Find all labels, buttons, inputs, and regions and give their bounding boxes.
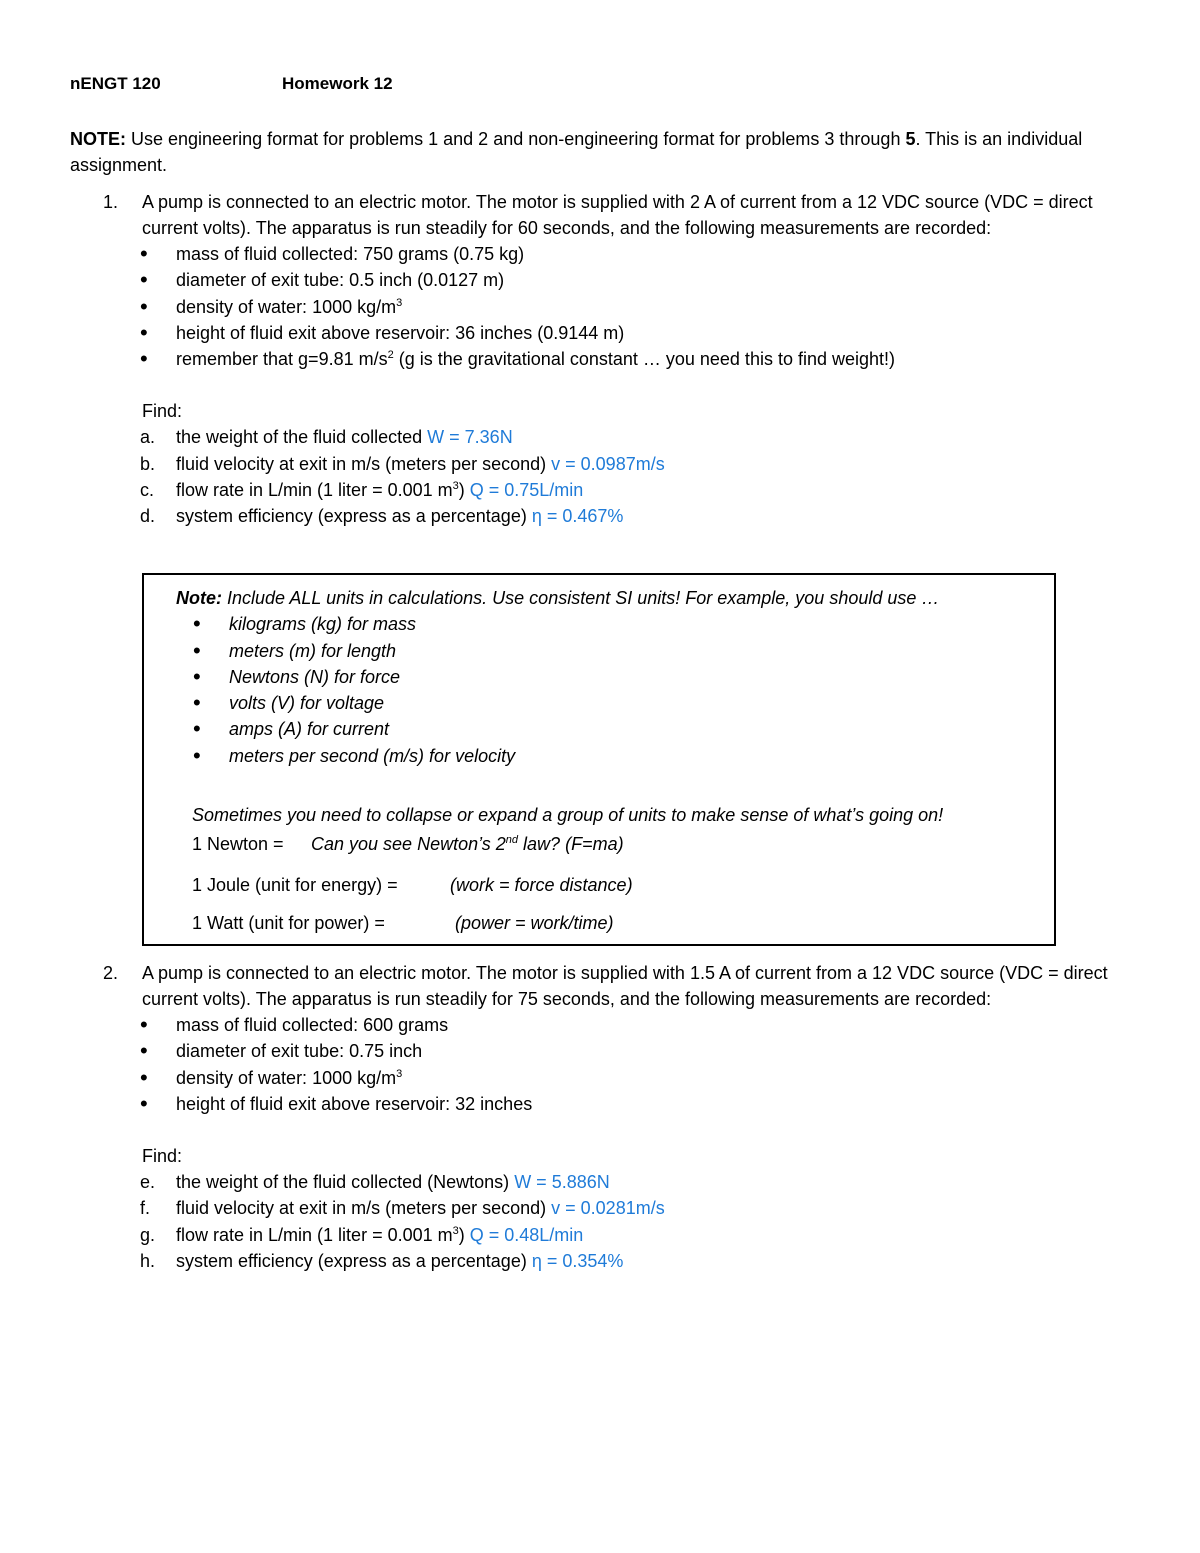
question-item: c. flow rate in L/min (1 liter = 0.001 $m^3$) Q = 0.75L/min — [140, 480, 584, 501]
page-header — [70, 74, 393, 94]
question-item: d. system efficiency (express as a percentage) η = 0.467% — [140, 506, 624, 527]
answer: Q = 0.48L/min — [469, 1224, 584, 1245]
watt-row: 1 Watt (unit for power) = (power = work/time) — [192, 913, 614, 933]
list-item: • diameter of exit tube: 0.75 inch — [104, 1038, 1134, 1064]
list-item: • mass of fluid collected: 600 grams — [104, 1012, 1134, 1038]
units-note-box — [142, 573, 1056, 946]
question-list — [104, 424, 1134, 529]
intro-text-a: Use engineering format for problems 1 and 2 and non-engineering format for problems 3 through — [126, 129, 906, 149]
question-item: f. fluid velocity at exit in m/s (meters per second) v = 0.0281m/s — [140, 1198, 665, 1219]
question-list — [104, 1169, 1134, 1274]
list-item: • kilograms (kg) for mass — [176, 611, 1046, 637]
answer: Q = 0.75L/min — [469, 480, 584, 501]
intro-bold-num: 5 — [905, 129, 916, 149]
answer: η = 0.467% — [531, 506, 624, 527]
question-item: g. flow rate in L/min (1 liter = 0.001 $m^3$) Q = 0.48L/min — [140, 1224, 584, 1245]
measurement-list — [104, 1012, 1134, 1117]
list-item: • meters per second (m/s) for velocity — [176, 743, 1046, 769]
problem-number: 1. — [103, 192, 119, 212]
newton-row: 1 Newton = Can you see Newton’s 2nd law? (F=ma) — [192, 834, 624, 854]
intro-text-b: . This is an individual assignment. — [70, 129, 1083, 175]
list-item: • height of fluid exit above reservoir: 36 inches (0.9144 m) — [104, 320, 1134, 346]
problem-1 — [104, 189, 1134, 530]
list-item: • density of water: 1000 $kg/m^3$ — [104, 294, 1134, 320]
answer: v = 0.0987m/s — [551, 453, 665, 474]
list-item: • height of fluid exit above reservoir: 32 inches — [104, 1091, 1134, 1117]
problem-text: A pump is connected to an electric motor. The motor is supplied with 2 A of current from a 12 VDC source (VDC = direct current volts). The apparatus is run steadily for 60 seconds, and the following measurements are recorded: — [142, 192, 1093, 238]
list-item: • volts (V) for voltage — [176, 690, 1046, 716]
problem-text: A pump is connected to an electric motor. The motor is supplied with 1.5 A of current from a 12 VDC source (VDC = direct current volts). The apparatus is run steadily for 75 seconds, and the following measurements are recorded: — [142, 963, 1108, 1009]
find-label: Find: — [142, 1146, 183, 1167]
list-item: • density of water: 1000 $kg/m^3$ — [104, 1065, 1134, 1091]
list-item: • mass of fluid collected: 750 grams (0.75 kg) — [104, 241, 1134, 267]
assignment-title: Homework 12 — [282, 74, 393, 93]
question-item: e. the weight of the fluid collected (Newtons) W = 5.886N — [140, 1172, 610, 1193]
list-item: • amps (A) for current — [176, 716, 1046, 742]
units-list — [176, 611, 1046, 769]
intro-label: NOTE: — [70, 129, 126, 149]
joule-row: 1 Joule (unit for energy) = (work = force distance) — [192, 875, 633, 895]
list-item: • meters (m) for length — [176, 638, 1046, 664]
answer: v = 0.0281m/s — [551, 1198, 665, 1219]
answer: W = 7.36N — [427, 427, 513, 448]
note-content — [176, 585, 1046, 933]
problem-number: 2. — [103, 963, 119, 983]
collapse-text: Sometimes you need to collapse or expand a group of units to make sense of what’s going on! — [192, 805, 944, 825]
list-item: • Newtons (N) for force — [176, 664, 1046, 690]
answer: W = 5.886N — [514, 1172, 610, 1193]
answer: η = 0.354% — [531, 1251, 624, 1272]
find-label: Find: — [142, 401, 183, 422]
note-intro: Note: Include ALL units in calculations. Use consistent SI units! For example, you should use … — [176, 588, 940, 608]
course-code: nENGT 120 — [70, 74, 161, 93]
list-item: • remember that g=9.81 $m/s^2$ (g is the gravitational constant … you need this to find weight!) — [104, 346, 1134, 372]
measurement-list — [104, 241, 1134, 372]
question-item: h. system efficiency (express as a percentage) η = 0.354% — [140, 1251, 624, 1272]
question-item: a. the weight of the fluid collected W = 7.36N — [140, 427, 513, 448]
question-item: b. fluid velocity at exit in m/s (meters per second) v = 0.0987m/s — [140, 453, 665, 474]
intro-note — [70, 126, 1130, 178]
list-item: • diameter of exit tube: 0.5 inch (0.0127 m) — [104, 267, 1134, 293]
problem-2 — [104, 960, 1134, 1274]
